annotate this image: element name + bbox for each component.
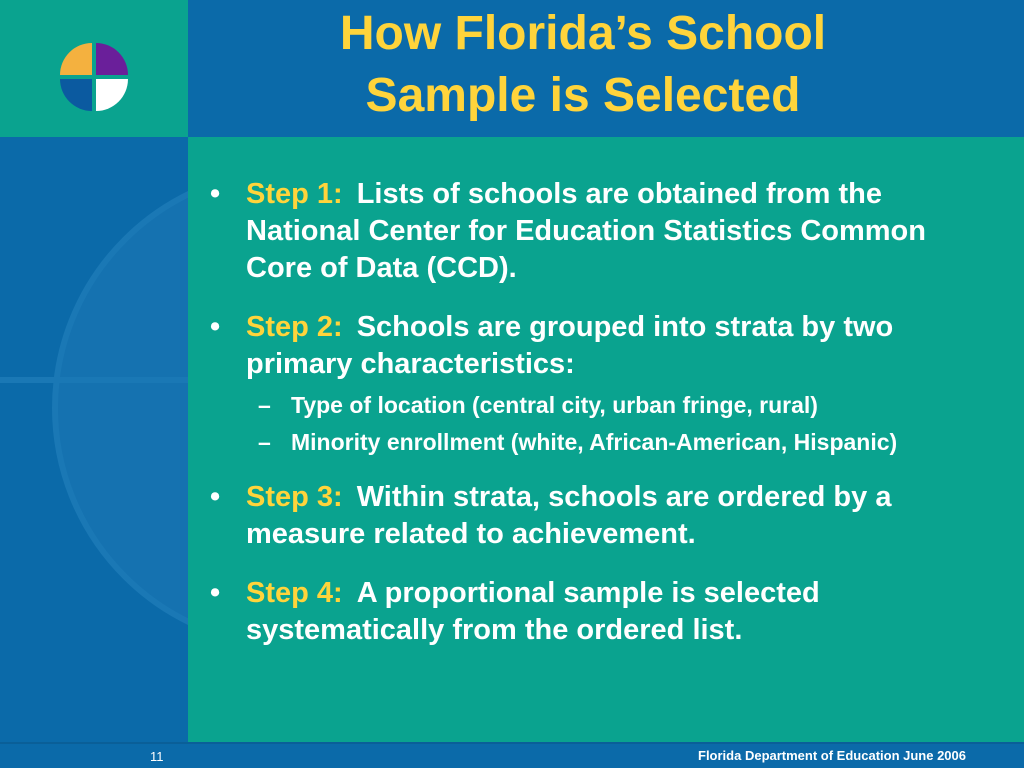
bullet-step-4: [210, 575, 1000, 649]
bullet-glyph: •: [210, 481, 221, 513]
bullet-step-3: [210, 479, 1000, 553]
step-text: Lists of schools are obtained from the National Center for Education Statistics Common Core of Data (CCD).: [246, 178, 926, 284]
slide-title: [188, 3, 978, 127]
sub-bullet-enrollment: [246, 428, 1000, 457]
dash-glyph: –: [258, 392, 271, 418]
decorative-circle: [52, 167, 188, 649]
step-label: Step 2:: [246, 311, 343, 343]
bullet-glyph: •: [210, 577, 221, 609]
left-decoration-panel: [0, 137, 188, 742]
step-text: A proportional sample is selected systematically from the ordered list.: [246, 577, 820, 646]
footer-text: Florida Department of Education June 2006: [698, 748, 966, 763]
sub-bullet-location: [246, 391, 1000, 420]
logo-area: [0, 0, 188, 137]
decorative-line: [0, 377, 188, 383]
sub-bullet-text: Type of location (central city, urban fringe, rural): [291, 392, 818, 418]
page-number: 11: [150, 749, 164, 764]
dash-glyph: –: [258, 429, 271, 455]
step-label: Step 1:: [246, 178, 343, 210]
title-line-1: How Florida’s School: [339, 7, 827, 60]
bullet-glyph: •: [210, 311, 221, 343]
bullet-step-2: [210, 309, 1000, 457]
step-text: Schools are grouped into strata by two primary characteristics:: [246, 311, 894, 380]
bullet-step-1: [210, 176, 1000, 287]
sub-bullet-text: Minority enrollment (white, African-American, Hispanic): [291, 429, 898, 455]
step-label: Step 4:: [246, 577, 343, 609]
step-text: Within strata, schools are ordered by a measure related to achievement.: [246, 481, 892, 550]
bullet-glyph: •: [210, 178, 221, 210]
bullet-list: [210, 176, 1000, 671]
quadrant-logo-icon: [60, 43, 128, 111]
sub-bullet-list: [246, 391, 1000, 457]
title-line-2: Sample is Selected: [365, 69, 801, 122]
step-label: Step 3:: [246, 481, 343, 513]
